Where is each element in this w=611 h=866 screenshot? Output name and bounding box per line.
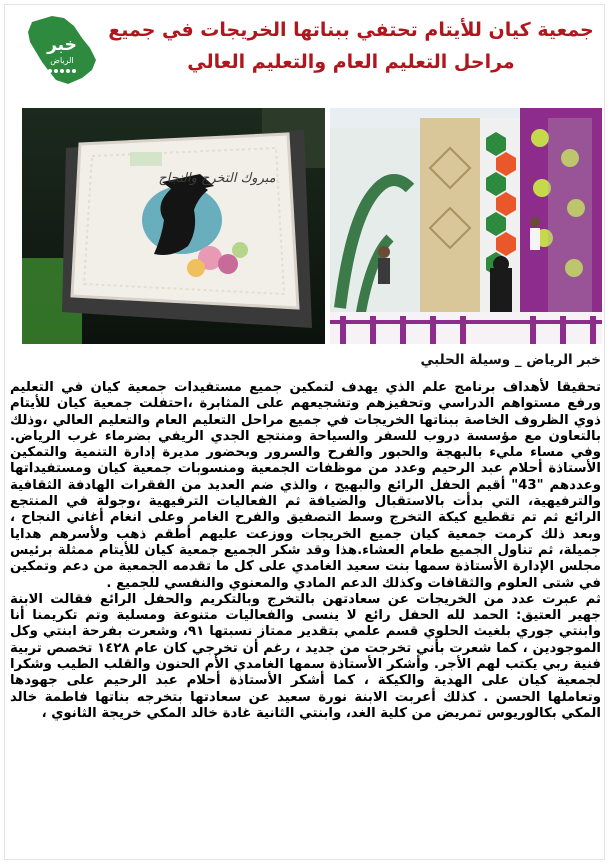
logo-brand-text: خبر bbox=[47, 35, 77, 55]
headline-line-1: جمعية كيان للأيتام تحتفي ببناتها الخريجات في جميع bbox=[108, 19, 594, 41]
article-headline bbox=[108, 14, 594, 78]
cake-photo bbox=[22, 108, 325, 344]
article-body bbox=[10, 380, 601, 722]
site-logo[interactable] bbox=[22, 8, 102, 88]
article-paragraph-2: ثم عبرت عدد من الخريجات عن سعادتهن بالتخرج وبالتكريم والحفل الرائع فقالت الابنة جهير العتيق: الحمد لله الحفل رائع لا ينسى والفعاليات متنوعة ومسلية وتم تكريمنا أنا وابنتي جوري بلغيث الحلوي قسم علمي بتقدير ممتاز نسبتها ٩١، وشعرت بفرحة ابنتي وكل الموجودين ، كما شعرت بأني تخرجت من جديد ، رغم أن تخرجي كان عام ١٤٢٨ تخصص تربية فنية ربي يكتب لهم الأجر. وأشكر الأستاذة سمها الغامدي الأم الحنون والقلب الطيب وشكرا لجمعية كيان على الهدية والكيكة ، كما أشكر الأستاذة أحلام عبد الرحيم على جهودها وتعاملها الحسن . كذلك أعربت الابنة نورة سعيد عن سعادتها بتخرجه بناتها فاطمة خالد المكي بكالوريوس تمريض من كلية الغد، وابنتي الثانية غادة خالد المكي خريجة الثانوي ، bbox=[10, 591, 601, 721]
article-paragraph-1: تحقيقا لأهداف برنامج علم الذي يهدف لتمكين جميع مستفيدات جمعية كيان في التعليم ورفع مستواهم الدراسي وتحفيزهم وتشجيعهم على المثابرة ،احتفلت جمعية كيان للأيتام ذوي الظروف الخاصة ببناتها الخريجات في جميع مراحل التعليم العام والتعليم العالي ،وذلك بالتعاون مع مؤسسة دروب للسفر والسياحة ومنتجع الجدي الريفي بضرماء غرب الرياض. وفي مساء مليء بالبهجة والحبور والفرح والسرور وبحضور مديرة إدارة التنمية والتمكين الأستاذة أحلام عبد الرحيم وعدد من موظفات الجمعية ومنسوبات جمعية كيان ومستفيداتها وعددهم "43" أقيم الحفل الرائع والبهيج ، والذي ضم العديد من الفقرات الهادفة الثقافية والترفيهية، التي بدأت بالاستقبال والضيافة ثم الفعاليات الترفيهية ،وجولة في المنتجع الرائع ثم تم تقطيع كيكة التخرج وسط التصفيق والفرح الغامر وعلى انغام أغاني النجاح ، وبعد ذلك كرمت جمعية كيان جميع الخريجات ووزعت عليهم أطقم ذهب ولأسرهم هدايا جميلة، ثم تناول الجميع طعام العشاء.هذا وقد شكر الجميع جمعية كيان للأيتام ممثلة برئيس مجلس الإدارة الأستاذة سمها بنت سعيد الغامدي على كل ما تقدمه الجمعية من دعم وتمكين في شتى العلوم والثقافات وكذلك الدعم المادي والمعنوي والنفسي للجميع . bbox=[10, 380, 601, 591]
article-byline: خبر الرياض _ وسيلة الحلبي bbox=[420, 352, 601, 368]
logo-sub-text: الرياض bbox=[50, 56, 74, 65]
climbing-wall-photo bbox=[330, 108, 602, 344]
cake-text: مبروك التخرج والنجاح bbox=[158, 171, 276, 186]
saudi-map-icon bbox=[22, 8, 102, 88]
headline-line-2: مراحل التعليم العام والتعليم العالي bbox=[187, 51, 515, 73]
